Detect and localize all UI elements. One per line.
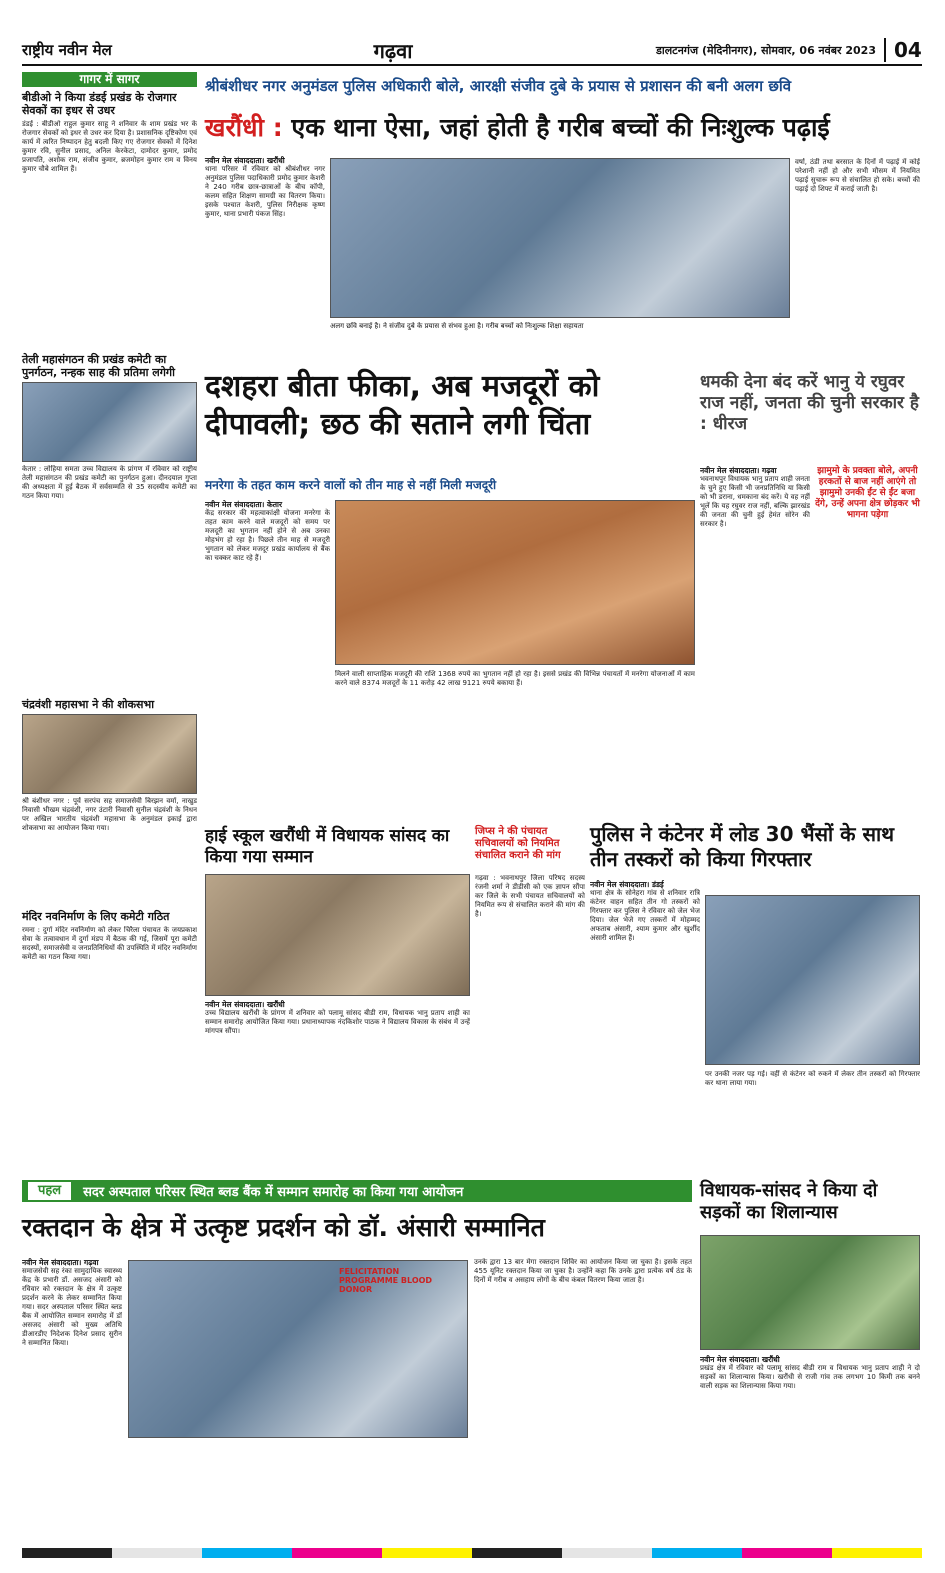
panchayat-body: गढ़वा : भवनाथपुर जिला परिषद सदस्य रंजनी शर्मा ने डीडीसी को एक ज्ञापन सौंपा कर जिले के सभी पंचायत सचिवालयों को नियमित रूप से संचालित कराने की मांग की है। xyxy=(475,874,585,918)
dussehra-headline: दशहरा बीता फीका, अब मजदूरों को दीपावली; छठ की सताने लगी चिंता xyxy=(205,369,600,442)
foundation-photo xyxy=(700,1235,920,1350)
dussehra-body: केंद्र सरकार की महत्वाकांक्षी योजना मनरेगा के तहत काम करने वाले मजदूरों को समय पर मजदूरी का भुगतान नहीं होने से अब उनका मोहभंग हो रहा है। पिछले तीन माह से मजदूरी भुगतान को लेकर मजदूर प्रखंड कार्यालय से बैंक का चक्कर काट रहे हैं। xyxy=(205,509,330,562)
top-story-photo xyxy=(330,158,790,318)
dussehra-body2: मिलने वाली साप्ताहिक मजदूरी की राशि 1368 रुपये का भुगतान नहीं हो रहा है। इससे प्रखंड की विभिन्न पंचायतों में मनरेगा योजनाओं में काम करने वाले 8374 मजदूरों के 11 करोड़ 42 लाख 9121 रुपये बकाया हैं। xyxy=(335,670,695,687)
registration-swatch xyxy=(562,1548,652,1558)
dussehra-subhead: मनरेगा के तहत काम करने वालों को तीन माह से नहीं मिली मजदूरी xyxy=(205,478,497,492)
registration-swatch xyxy=(382,1548,472,1558)
dussehra-byline: नवीन मेल संवाददाता। केतार xyxy=(205,500,283,509)
pehal-body: समाजसेवी सह रंका सामुदायिक स्वास्थ्य केंद्र के प्रभारी डॉ. असजद अंसारी को रविवार को रक्तदान के क्षेत्र में उत्कृष्ट प्रदर्शन करने के लेकर सम्मानित किया गया। सदर अस्पताल परिसर स्थित ब्लड बैंक में आयोजित सम्मान समारोह में डॉ असजद अंसारी को मुख्य अतिथि डीआरडीए निदेशक दिनेश प्रसाद सुरीन ने सम्मानित किया। xyxy=(22,1267,122,1347)
registration-swatch xyxy=(652,1548,742,1558)
foundation-headline: विधायक-सांसद ने किया दो सड़कों का शिलान्यास xyxy=(700,1180,878,1223)
threat-byline: नवीन मेल संवाददाता। गढ़वा xyxy=(700,466,777,475)
top-story-strip: श्रीबंशीधर नगर अनुमंडल पुलिस अधिकारी बोले, आरक्षी संजीव दुबे के प्रयास से प्रशासन की बनी अलग छवि xyxy=(205,77,792,95)
page-number: 04 xyxy=(884,38,922,62)
left-column xyxy=(22,72,197,1162)
police-headline: पुलिस ने कंटेनर में लोड 30 भैंसों के साथ तीन तस्करों को किया गिरफ्तार xyxy=(590,822,894,871)
dateline: डालटनगंज (मेदिनीनगर), सोमवार, 06 नवंबर 2023 xyxy=(655,43,876,57)
pehal-strip xyxy=(22,1180,692,1202)
top-story-body-left: थाना परिसर में रविवार को श्रीबंशीधर नगर अनुमंडल पुलिस पदाधिकारी प्रमोद कुमार केशरी ने 240 गरीब छात्र-छात्राओं के बीच कॉपी, कलम सहित शिक्षण सामग्री का वितरण किया। इसके पश्चात केशरी, पुलिस निरीक्षक कृष्ण कुमार, थाना प्रभारी पंकज सिंह। xyxy=(205,165,325,218)
registration-swatch xyxy=(202,1548,292,1558)
registration-swatch xyxy=(742,1548,832,1558)
police-byline: नवीन मेल संवाददाता। डंडई xyxy=(590,880,664,889)
left-story2-photo xyxy=(22,382,197,462)
police-body-block xyxy=(590,880,700,1170)
police-caption: पर उनकी नजर पड़ गई। वहीं से कंटेनर को रुकने में लेकर तीन तस्करों को गिरफ्तार कर थाना लाया गया। xyxy=(705,1070,920,1087)
school-photo xyxy=(205,874,470,996)
top-story-headline-place: खरौंधी : xyxy=(205,113,283,142)
threat-body: भवनाथपुर विधायक भानु प्रताप शाही जनता के चुने हुए किसी भी जनप्रतिनिधि या किसी को भी डराना, धमकाना बंद करें। ये वह नहीं भूलें कि यह रघुवर राज नहीं, बल्कि झारखंड की जनता की चुनी हुई हेमंत सोरेन की सरकार है। xyxy=(700,475,810,528)
pehal-headline: रक्तदान के क्षेत्र में उत्कृष्ट प्रदर्शन को डॉ. अंसारी सम्मानित xyxy=(22,1213,545,1242)
registration-swatch xyxy=(112,1548,202,1558)
pehal-body-block xyxy=(22,1258,122,1543)
school-headline: हाई स्कूल खरौंधी में विधायक सांसद का किया गया सम्मान xyxy=(205,826,450,867)
brand-logo: राष्ट्रीय नवीन मेल xyxy=(22,41,112,59)
registration-swatch xyxy=(832,1548,922,1558)
school-byline: नवीन मेल संवाददाता। खरौंधी xyxy=(205,1000,285,1009)
panchayat-headline: जिप्स ने की पंचायत सचिवालयों को नियमित संचालित कराने की मांग xyxy=(475,826,561,861)
left-story1-headline: बीडीओ ने किया डंडई प्रखंड के रोजगार सेवकों का इधर से उधर xyxy=(22,91,177,117)
police-body: थाना क्षेत्र के सोनेहरा गांव से शनिवार रात्रि कंटेनर वाहन सहित तीन गो तस्करों को गिरफ्तार कर पुलिस ने रविवार को जेल भेज दिया। जेल भेजे गए तस्करों में मोहम्मद अफताब अंसारी, श्याम कुमार और खुर्शीद अंसारी शामिल हैं। xyxy=(590,889,700,942)
foundation-body-block xyxy=(700,1355,920,1543)
pehal-byline: नवीन मेल संवाददाता। गढ़वा xyxy=(22,1258,99,1267)
left-story4-headline: मंदिर नवनिर्माण के लिए कमेटी गठित xyxy=(22,910,170,923)
top-story-caption: अलग छवि बनाई है। ने संजीव दुबे के प्रयास से संभव हुआ है। गरीब बच्चों को निःशुल्क शिक्षा सहायता xyxy=(330,322,584,330)
threat-pullquote: झामुमो के प्रवक्ता बोले, अपनी हरकतों से बाज नहीं आएंगे तो झामुमो उनकी ईंट से ईंट बजा देंगे, उन्हें अपना क्षेत्र छोड़कर भी भागना पड़ेगा xyxy=(815,466,920,520)
left-story1-body: डंडई : बीडीओ राहुल कुमार साहू ने शनिवार के शाम प्रखंड भर के रोजगार सेवकों को इधर से उधर कर दिया है। प्रशासनिक दृष्टिकोण एवं कार्य में त्वरित निष्पादन हेतु बदली किए गए रोजगार सेवकों में दिनेश कुमार रवि, सुनील प्रसाद, अनिल केरकेटा, दामोदर कुमार, प्रमोद प्रजापति, अशोक राम, संजीव कुमार, ब्रजमोहन कुमार राम व विनय कुमार चौबे शामिल हैं। xyxy=(22,120,197,173)
pehal-strip-text: सदर अस्पताल परिसर स्थित ब्लड बैंक में सम्मान समारोह का किया गया आयोजन xyxy=(83,1185,464,1200)
threat-headline: धमकी देना बंद करें भानु ये रघुवर राज नहीं, जनता की चुनी सरकार है : धीरज xyxy=(700,372,919,434)
section-name: गढ़वा xyxy=(373,38,413,63)
top-story-headline xyxy=(205,110,920,150)
left-story3-headline: चंद्रवंशी महासभा ने की शोकसभा xyxy=(22,698,155,711)
top-story-byline: नवीन मेल संवाददाता। खरौंधी xyxy=(205,156,285,165)
dussehra-left xyxy=(205,500,330,830)
registration-swatch xyxy=(472,1548,562,1558)
foundation-body: प्रखंड क्षेत्र में रविवार को पलामू सांसद बीडी राम व विधायक भानु प्रताप शाही ने दो सड़कों का शिलान्यास किया। खरौंधी से राजी गांव तक लगभग 10 किमी तक बनने वाली सड़क का शिलान्यास किया गया। xyxy=(700,1364,920,1390)
left-story2-body: केतार : लोहिया समता उच्च विद्यालय के प्रांगण में रविवार को राष्ट्रीय तेली महासंगठन की प्रखंड कमेटी का पुनर्गठन हुआ। दीनदयाल गुप्ता की अध्यक्षता में हुई बैठक में सर्वसम्मति से 35 सदस्यीय कमेटी का गठन किया गया। xyxy=(22,465,197,500)
top-story-left xyxy=(205,156,325,326)
pehal-photo xyxy=(128,1260,468,1438)
left-story3-photo xyxy=(22,714,197,794)
left-story4-body: रमना : दुर्गा मंदिर नवनिर्माण को लेकर चिरैला पंचायत के जयप्रकाश सेवा के तत्वावधान में दुर्गा मंडप में बैठक की गई, जिसमें पूरा कमेटी सदस्यों, समाजसेवी व जनप्रतिनिधियों की उपस्थिति में मंदिर नवनिर्माण कमेटी का गठन किया गया। xyxy=(22,926,197,961)
top-story-body-right: वर्षा, ठंडी तथा बरसात के दिनों में पढ़ाई में कोई परेशानी नहीं हो और सभी मौसम में नियमित पढ़ाई सुचारू रूप से संचालित हो सके। बच्चों की पढ़ाई दो शिफ्ट में कराई जाती है। xyxy=(795,158,920,193)
pehal-body2: उनके द्वारा 13 बार मेगा रक्तदान शिविर का आयोजन किया जा चुका है। इसके तहत 455 यूनिट रक्तदान किया जा चुका है। उन्होंने कहा कि उनके द्वारा प्रत्येक वर्ष ठंड के दिनों में गरीब व असहाय लोगों के बीच कंबल वितरण किया जाता है। xyxy=(474,1258,692,1284)
threat-left xyxy=(700,466,810,826)
registration-swatch xyxy=(292,1548,382,1558)
school-body-block xyxy=(205,1000,470,1170)
left-story3-body: श्री बंशीधर नगर : पूर्व सरपंच सह समाजसेवी बिरझन वर्मा, नाखुड निवासी भीखम चंद्रवंशी, नगर उंटारी निवासी सुनील चंद्रवंशी के निधन पर अखिल भारतीय चंद्रवंशी महासभा के अनुमंडल इकाई द्वारा शोकसभा का आयोजन किया गया। xyxy=(22,797,197,832)
registration-strip xyxy=(22,1548,922,1558)
left-story2-headline: तेली महासंगठन की प्रखंड कमेटी का पुनर्गठन, नन्हक साह की प्रतिमा लगेगी xyxy=(22,353,175,379)
left-column-band: गागर में सागर xyxy=(22,72,197,87)
foundation-byline: नवीन मेल संवाददाता। खरौंधी xyxy=(700,1355,780,1364)
school-body: उच्च विद्यालय खरौंधी के प्रांगण में शनिवार को पलामू सांसद बीडी राम, विधायक भानु प्रताप शाही का सम्मान समारोह आयोजित किया गया। प्रधानाध्यापक नंदकिशोर पाठक ने विद्यालय विकास के संबंध में उन्हें मांगपत्र सौंपा। xyxy=(205,1009,470,1035)
dussehra-photo xyxy=(335,500,695,665)
masthead xyxy=(22,36,922,66)
pehal-photo-banner: FELICITATION PROGRAMME BLOOD DONOR xyxy=(339,1267,433,1294)
top-story-headline-rest: एक थाना ऐसा, जहां होती है गरीब बच्चों की निःशुल्क पढ़ाई xyxy=(291,113,830,142)
pehal-tag: पहल xyxy=(28,1182,71,1200)
police-photo xyxy=(705,895,920,1065)
registration-swatch xyxy=(22,1548,112,1558)
